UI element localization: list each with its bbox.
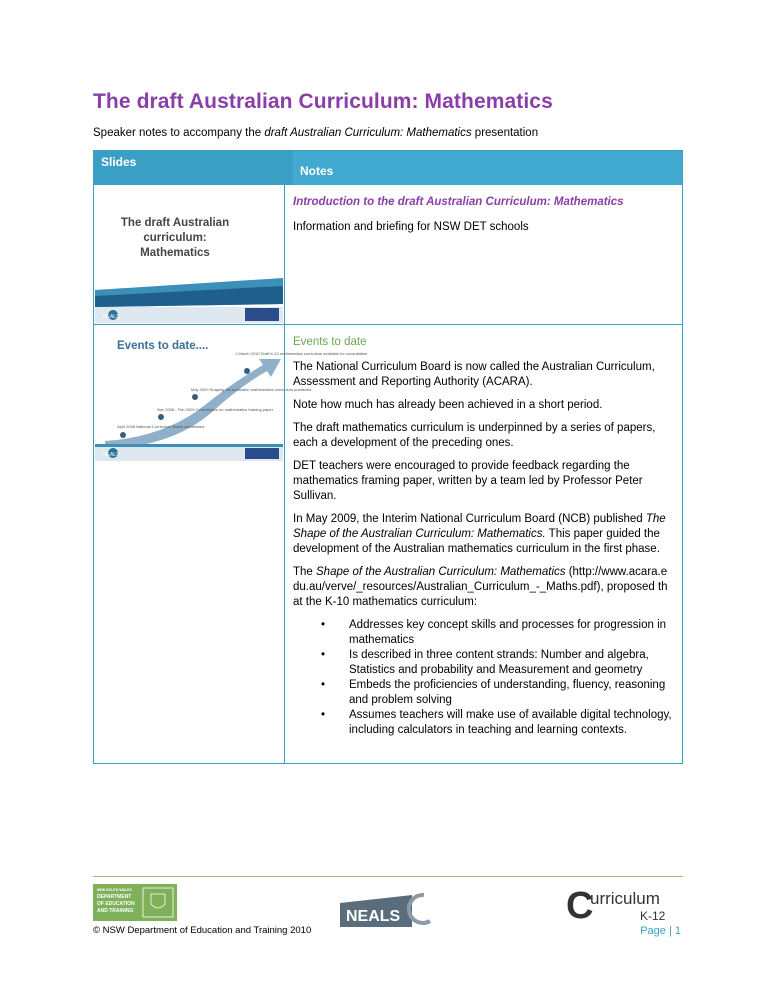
notes-events-p2: Note how much has already been achieved in a short period.: [293, 399, 603, 411]
column-divider: [284, 185, 285, 763]
notes-events-p4: DET teachers were encouraged to provide feedback regarding the mathematics framing paper, written by a team led by Professor Peter Sullivan.: [293, 460, 643, 502]
notes-intro: [293, 195, 673, 243]
dept-line4: AND TRAINING: [97, 908, 134, 914]
list-item: • Assumes teachers will make use of available digital technology, including calculators in teaching and learning contexts.: [335, 708, 673, 738]
list-item: • Embeds the proficiencies of understanding, fluency, reasoning and problem solving: [335, 678, 673, 708]
notes-events-p3: The draft mathematics curriculum is underpinned by a series of papers, each a development of the preceding ones.: [293, 422, 656, 449]
slide2-milestone-4: 1 March 2010 Draft K-10 mathematics curriculum available for consultation: [235, 351, 368, 356]
document-subtitle: Speaker notes to accompany the draft Australian Curriculum: Mathematics presentation: [93, 127, 539, 139]
slide-thumbnail-events: [95, 325, 368, 461]
slide1-eu-logo: [245, 308, 279, 321]
dept-line1: NEW SOUTH WALES: [97, 888, 132, 892]
slide1-neals-logo: NEALS: [103, 314, 120, 320]
coat-of-arms-icon: [143, 888, 173, 917]
slide1-title-line3: Mathematics: [140, 247, 210, 259]
column-header-notes-cell: [293, 151, 682, 185]
nsw-det-logo: [93, 884, 177, 921]
list-item: • Addresses key concept skills and processes for progression in mathematics: [335, 618, 673, 648]
footer-copyright: © NSW Department of Education and Training 2010: [93, 925, 312, 936]
notes-intro-paragraph: Information and briefing for NSW DET schools: [293, 221, 529, 233]
notes-events: [293, 335, 673, 738]
slide2-milestone-3: May 2009 Shaping the Australian mathematics curriculum published: [191, 387, 312, 392]
slide1-title-line2: curriculum:: [143, 232, 207, 244]
table-header: [94, 151, 682, 185]
notes-events-bullets: [293, 618, 673, 738]
column-header-notes: Notes: [300, 164, 334, 178]
slide2-milestone-2: Nov 2008 - Feb 2009 Consultation on mathematics framing paper: [157, 407, 274, 412]
slide2-milestone-1: April 2008 National Curriculum Board established: [117, 424, 205, 429]
slide2-title: Events to date....: [117, 340, 209, 352]
neals-swirl-icon: [409, 895, 430, 923]
notes-events-title: Events to date: [293, 336, 367, 348]
dept-line2: DEPARTMENT: [97, 894, 132, 900]
curriculum-k12-logo: [566, 880, 676, 928]
slide-thumbnail-intro: [95, 186, 283, 323]
curriculum-text: urriculum: [590, 889, 660, 908]
slide1-title-line1: The draft Australian: [120, 217, 230, 229]
slide2-neals-logo: NEALS: [103, 452, 120, 458]
dept-line3: OF EDUCATION: [97, 901, 135, 907]
slide2-eu-logo: [245, 448, 279, 459]
neals-logo-text: NEALS: [346, 908, 401, 925]
column-header-slides: Slides: [101, 155, 137, 169]
notes-events-p1: The National Curriculum Board is now called the Australian Curriculum, Assessment and Reporting Authority (ACARA).: [293, 361, 655, 388]
list-item: • Is described in three content strands: Number and algebra, Statistics and probability and Measurement and geometry: [335, 648, 673, 678]
neals-logo: [340, 889, 436, 927]
notes-intro-title: Introduction to the draft Australian Curriculum: Mathematics: [293, 196, 624, 208]
notes-events-p5: In May 2009, the Interim National Curriculum Board (NCB) published The Shape of the Australian Curriculum: Mathematics. This paper guided the development of the Australian mathematics curriculum in the first phase.: [293, 513, 666, 555]
notes-table: [93, 150, 683, 764]
notes-events-p6: The Shape of the Australian Curriculum: Mathematics (http://www.acara.edu.au/verve/_resources/Australian_Curriculum_-_Maths.pdf), proposed that the K-10 mathematics curriculum:: [293, 566, 668, 608]
k12-text: K-12: [640, 909, 666, 923]
page-number: Page | 1: [640, 925, 681, 937]
footer-rule: [93, 876, 683, 877]
document-title: The draft Australian Curriculum: Mathematics: [93, 90, 553, 113]
curriculum-c-letter: C: [566, 885, 594, 927]
